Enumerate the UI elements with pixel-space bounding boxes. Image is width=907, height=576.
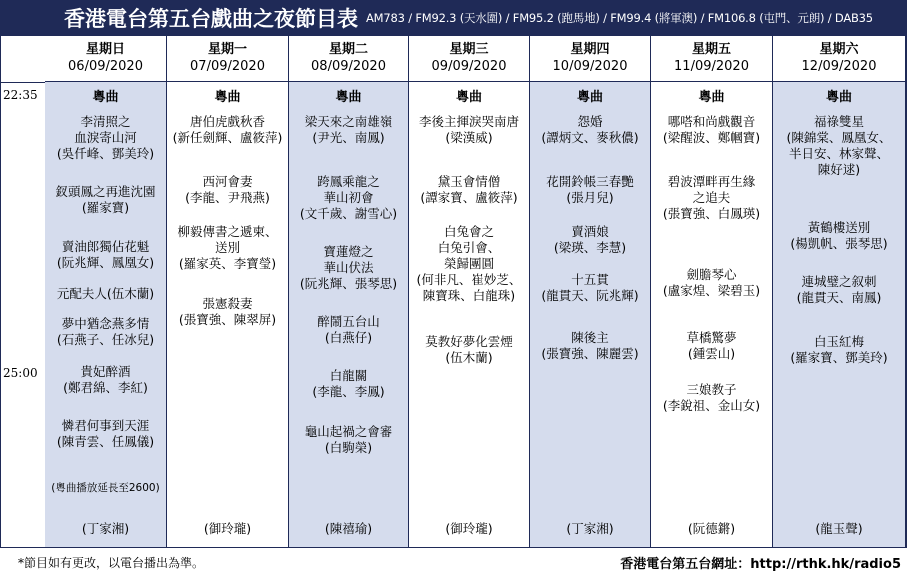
program-cast: (張寶強、白鳳瑛) [662,206,761,221]
program-cast: (盧家煌、梁碧玉) [662,283,761,298]
program-cast: (文千歲、謝雪心) [299,206,398,221]
time-column [1,36,46,547]
program-cast: (張寶強、陳麗雲) [541,346,639,361]
program-cast: (龍貫天、阮兆輝) [541,288,639,303]
program-title: 西河會妻 [202,174,253,189]
program-cast: (梁瑛、李慧) [553,240,627,255]
program-item [530,272,650,304]
day-header [773,36,905,82]
program-item [167,296,288,328]
program-cast: (梁醒波、鄭幗寶) [662,130,761,145]
program-title: 賣油郎獨佔花魁 [61,239,150,254]
program-cast: (新任劍輝、盧筱萍) [172,130,283,145]
program-title: 福祿雙星 [813,114,864,129]
program-item [167,174,288,206]
program-title: 醉鬧五台山 [317,314,380,329]
day-name: 星期六 [819,42,859,57]
program-cast: (白駒榮) [324,440,373,455]
day-column [167,36,289,547]
host-name: (御玲瓏) [203,521,252,536]
host-name: (丁家湘) [81,521,130,536]
program-cast: (鍾雲山) [687,346,736,361]
program-title: 賣酒娘 [571,224,609,239]
program-item [773,274,905,306]
program-cast: (龍貫天、南鳳) [796,290,882,305]
day-date: 11/09/2020 [674,59,749,74]
day-column [409,36,530,547]
program-item [409,174,529,206]
host-name: (龍玉聲) [815,521,863,536]
mid-time: 25:00 [3,366,38,380]
day-header [289,36,408,82]
day-column [45,36,167,547]
program-item [530,224,650,256]
day-body [409,82,529,547]
genre-label: 粵曲 [92,90,119,105]
program-cast: (羅家寶) [81,200,130,215]
program-title: 白兔會之 白兔引會、 榮歸團圓 [437,224,501,271]
program-item [530,330,650,362]
time-divider [1,82,45,83]
footer [0,548,907,576]
program-title: 龜山起禍之會審 [304,424,393,439]
program-cast: (羅家英、李寶瑩) [178,256,277,271]
day-name: 星期二 [328,42,368,57]
day-header [409,36,529,82]
day-header [45,36,166,82]
host-name: (御玲瓏) [445,521,493,536]
host-name: (阮德鏘) [687,521,736,536]
program-item [167,224,288,272]
footer-url: 香港電台第五台網址：http://rthk.hk/radio5 [620,557,901,572]
program-item [289,314,408,346]
program-title: 怨婚 [577,114,603,129]
program-item [289,174,408,222]
schedule-grid [0,36,907,548]
program-cast: (陳錦棠、鳳凰女、 半日安、林家聲、 陳好逑) [786,130,892,177]
program-title: 草橋驚夢 [686,330,737,345]
day-column [289,36,409,547]
program-title: 哪嗒和尚戲觀音 [667,114,756,129]
program-title: 寶蓮燈之 華山伏法 [323,244,374,275]
program-cast: (石燕子、任冰兒) [56,332,155,347]
program-title: 夢中猶念燕多情 [61,316,150,331]
genre-label: 粵曲 [214,90,241,105]
program-item [773,220,905,252]
day-name: 星期四 [570,42,610,57]
schedule-header [0,0,907,36]
program-title: 白玉紅梅 [813,334,864,349]
program-cast: (白燕仔) [324,330,373,345]
day-body [773,82,905,547]
day-name: 星期五 [691,42,731,57]
program-title: 元配夫人(伍木蘭) [56,286,155,301]
program-cast: (尹光、南鳳) [312,130,385,145]
program-title: 十五貫 [571,272,609,287]
program-item [530,114,650,146]
host-name: (陳禧瑜) [324,521,373,536]
host-name: (丁家湘) [566,521,614,536]
genre-label: 粵曲 [455,90,482,105]
program-cast: (張月兒) [566,190,614,205]
day-header [167,36,288,82]
program-title: 花開鈴帳三春艷 [546,174,634,189]
program-item [45,286,166,302]
day-name: 星期日 [85,42,125,57]
program-item [651,174,772,222]
day-body [530,82,650,547]
day-name: 星期一 [207,42,247,57]
page-title: 香港電台第五台戲曲之夜節目表 [64,7,358,31]
genre-label: 粵曲 [698,90,725,105]
program-cast: (羅家寶、鄧美玲) [790,350,888,365]
program-title: 連城璧之叙刺 [801,274,877,289]
program-title: 憐君何事到天涯 [61,418,150,433]
program-cast: (阮兆輝、鳳凰女) [56,255,155,270]
program-title: 張憲殺妻 [202,296,253,311]
day-date: 07/09/2020 [190,59,265,74]
program-item [773,334,905,366]
start-time: 22:35 [3,88,38,102]
program-title: 碧波潭畔再生緣 之追夫 [667,174,756,205]
program-title: 陳後主 [571,330,609,345]
program-item [45,184,166,216]
frequency-list: AM783 / FM92.3 (天水圍) / FM95.2 (跑馬地) / FM99.4 (將軍澳) / FM106.8 (屯門、元朗) / DAB35 [366,11,873,25]
program-title: 莫教好夢化雲煙 [425,334,513,349]
program-item [651,267,772,299]
program-item [45,316,166,348]
program-title: 李後主揮淚哭南唐 [418,114,519,129]
program-cast: (李龍、李鳳) [312,384,385,399]
program-title: 黛玉會情僧 [437,174,501,189]
program-cast: (吳仟峰、鄧美玲) [56,146,155,161]
program-cast: (張寶強、陳翠屏) [178,312,277,327]
program-cast: (阮兆輝、張琴思) [299,276,398,291]
day-name: 星期三 [449,42,489,57]
program-cast: (李銳祖、金山女) [662,398,761,413]
day-date: 06/09/2020 [68,59,143,74]
day-body [289,82,408,547]
program-cast: (楊凱帆、張琴思) [790,236,888,251]
day-header [530,36,650,82]
program-item [773,114,905,178]
genre-label: 粵曲 [335,90,362,105]
day-header [651,36,772,82]
footer-note: *節目如有更改，以電台播出為準。 [18,556,205,570]
program-title: 劍膽琴心 [686,267,737,282]
program-item [289,244,408,292]
program-cast: (李龍、尹飛燕) [185,190,270,205]
program-title: 李清照之 血淚寄山河 [74,114,137,145]
day-body [45,82,166,547]
program-cast: (陳青雲、任鳳儀) [56,434,155,449]
program-item [289,114,408,146]
program-title: 唐伯虎戲秋香 [189,114,265,129]
program-title: 梁天來之南雄嶺 [304,114,393,129]
program-item [45,418,166,450]
program-cast: (譚家寶、盧筱萍) [420,190,518,205]
program-title: 白龍關 [329,368,368,383]
program-item [409,114,529,146]
program-cast: (伍木蘭) [445,350,493,365]
program-item [167,114,288,146]
program-item [45,480,166,496]
day-date: 09/09/2020 [431,59,507,74]
day-column [651,36,773,547]
day-column [530,36,651,547]
program-title: (粵曲播放延長至2600) [51,482,160,494]
program-item [289,368,408,400]
day-date: 08/09/2020 [311,59,386,74]
program-title: 三娘教子 [686,382,737,397]
program-item [651,114,772,146]
program-item [651,330,772,362]
program-item [530,174,650,206]
program-cast: (鄭君綿、李紅) [63,380,148,395]
day-date: 10/09/2020 [552,59,628,74]
program-cast: (梁漢威) [445,130,493,145]
genre-label: 粵曲 [825,90,852,105]
program-title: 黃鶴樓送別 [807,220,871,235]
program-title: 貴妃醉酒 [80,364,131,379]
day-body [651,82,772,547]
day-date: 12/09/2020 [801,59,877,74]
program-title: 柳毅傳書之遞柬、 送別 [177,224,278,255]
program-cast: (何非凡、崔妙芝、 陳寶珠、白龍珠) [416,272,522,303]
program-title: 跨鳳乘龍之 華山初會 [317,174,380,205]
day-body [167,82,288,547]
program-cast: (譚炳文、麥秋儂) [541,130,639,145]
program-item [651,382,772,414]
program-item [409,224,529,304]
program-item [45,114,166,162]
genre-label: 粵曲 [576,90,603,105]
program-item [289,424,408,456]
day-column [773,36,906,547]
program-title: 釵頭鳳之再進沈園 [55,184,156,199]
program-item [45,239,166,271]
program-item [409,334,529,366]
program-item [45,364,166,396]
